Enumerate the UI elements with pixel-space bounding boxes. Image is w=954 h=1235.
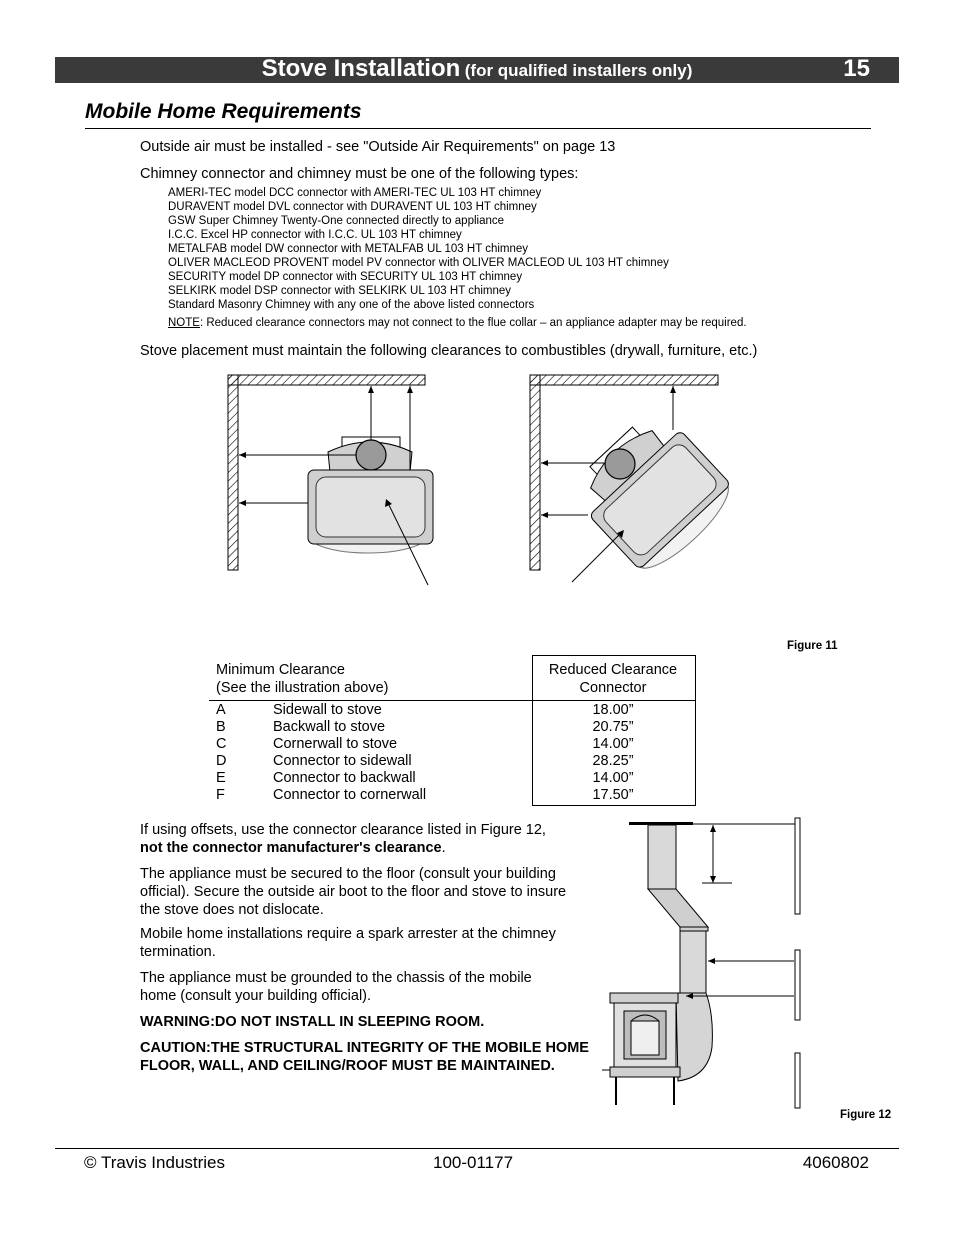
warning-text: WARNING:DO NOT INSTALL IN SLEEPING ROOM.	[140, 1014, 485, 1030]
backwall-corner	[530, 375, 718, 385]
page-number: 15	[843, 55, 870, 82]
chimney-type-list	[168, 186, 669, 312]
list-item: SELKIRK model DSP connector with SELKIRK UL 103 HT chimney	[168, 285, 512, 297]
list-item: METALFAB model DW connector with METALFAB UL 103 HT chimney	[168, 243, 529, 255]
list-item: AMERI-TEC model DCC connector with AMERI-TEC UL 103 HT chimney	[168, 187, 542, 199]
page-title	[55, 55, 899, 83]
stove-top-view	[308, 437, 433, 553]
figure-11-diagram	[220, 370, 740, 590]
table-header-right: Reduced Clearance Connector	[548, 662, 678, 696]
clearance-table: Minimum Clearance (See the illustration above) Reduced Clearance Connector A Sidewall to stove 18.00” B Backwall to stove 20.75” C Cornerwall to stove 14.00” D Connector to sidewall 28.25” E Connector to backwall 14.00” F Connector to cornerwall 17.50”	[209, 655, 695, 806]
placement-text: Stove placement must maintain the following clearances to combustibles (drywall, furniture, etc.)	[140, 343, 758, 359]
table-cell-value: 17.50”	[592, 787, 634, 803]
note-body: : Reduced clearance connectors may not connect to the flue collar – an appliance adapter may be required.	[199, 317, 747, 329]
stove-side-view	[602, 993, 712, 1105]
table-cell-value: 14.00”	[592, 736, 634, 752]
chimney-intro-text: Chimney connector and chimney must be one of the following types:	[140, 166, 579, 182]
stove-corner-view	[565, 405, 740, 581]
offsets-text: If using offsets, use the connector clearance listed in Figure 12, not the connector manufacturer's clearance.	[140, 822, 546, 856]
caution-text: CAUTION:THE STRUCTURAL INTEGRITY OF THE MOBILE HOME FLOOR, WALL, AND CEILING/ROOF MUST BE MAINTAINED.	[140, 1040, 589, 1074]
table-cell-value: 18.00”	[592, 702, 634, 718]
list-item: GSW Super Chimney Twenty-One connected directly to appliance	[168, 215, 505, 227]
table-cell-value: 14.00”	[592, 770, 634, 786]
list-item: Standard Masonry Chimney with any one of the above listed connectors	[168, 299, 535, 311]
note-label: NOTE	[168, 317, 200, 329]
page-title-subtitle: (for qualified installers only)	[464, 61, 693, 80]
figure-12-diagram	[596, 815, 811, 1110]
page-title-main: Stove Installation	[261, 55, 461, 82]
list-item: SECURITY model DP connector with SECURITY UL 103 HT chimney	[168, 271, 523, 283]
backwall	[228, 375, 425, 385]
footer-copyright: © Travis Industries	[84, 1153, 226, 1172]
footer-doc-number: 100-01177	[433, 1153, 514, 1172]
table-header-left: Minimum Clearance (See the illustration above)	[216, 662, 389, 696]
list-item: OLIVER MACLEOD PROVENT model PV connector with OLIVER MACLEOD UL 103 HT chimney	[168, 257, 669, 269]
footer-revision: 4060802	[802, 1153, 869, 1172]
section-divider	[85, 128, 871, 129]
flue-collar	[605, 449, 635, 479]
secured-text: The appliance must be secured to the floor (consult your building official). Secure the outside air boot to the floor and stove to insure the stove does not dislocate.	[140, 866, 567, 918]
sidewall-corner	[530, 375, 540, 570]
figure-12-caption: Figure 12	[840, 1109, 892, 1121]
table-header-rule-right	[532, 700, 695, 701]
section-title: Mobile Home Requirements	[85, 100, 362, 123]
sidewall	[228, 375, 238, 570]
outside-air-text: Outside air must be installed - see "Outside Air Requirements" on page 13	[140, 139, 616, 155]
note-text	[168, 317, 747, 329]
list-item: DURAVENT model DVL connector with DURAVENT UL 103 HT chimney	[168, 201, 537, 213]
table-cell-value: 28.25”	[592, 753, 634, 769]
spark-arrester-text: Mobile home installations require a spark arrester at the chimney termination.	[140, 926, 556, 960]
figure-11-caption: Figure 11	[787, 640, 838, 652]
list-item: I.C.C. Excel HP connector with I.C.C. UL 103 HT chimney	[168, 229, 462, 241]
table-cell-value: 20.75”	[592, 719, 634, 735]
grounded-text: The appliance must be grounded to the chassis of the mobile home (consult your building official).	[140, 970, 532, 1004]
table-header-rule	[209, 700, 532, 701]
footer-divider	[55, 1148, 899, 1149]
